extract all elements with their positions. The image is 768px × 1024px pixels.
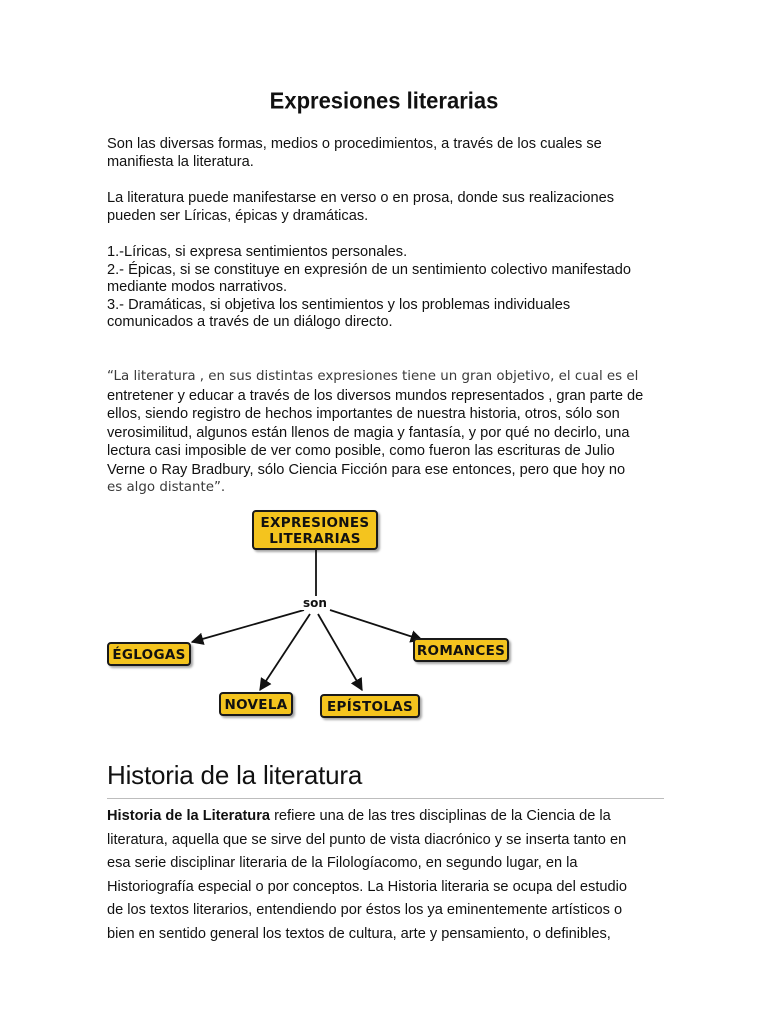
history-paragraph xyxy=(107,805,667,947)
text-line: Son las diversas formas, medios o procedimientos, a través de los cuales se xyxy=(107,136,602,152)
quote-line: “La literatura , en sus distintas expresiones tiene un gran objetivo, el cual es el xyxy=(107,369,639,384)
text-segment: refiere una de las tres disciplinas de la Ciencia de la xyxy=(270,808,611,824)
node-eglogas xyxy=(107,642,191,666)
bold-lead: Historia de la Literatura xyxy=(107,808,271,824)
arrow-to-novela xyxy=(260,614,310,690)
node-label: NOVELA xyxy=(224,697,288,713)
arrow-to-romances xyxy=(330,610,422,640)
text-line: de los textos literarios, entendiendo por éstos los ya eminentemente artísticos o xyxy=(107,902,623,919)
arrow-to-epistolas xyxy=(318,614,362,690)
node-epistolas xyxy=(320,694,420,718)
text-line: literatura, aquella que se sirve del punto de vista diacrónico y se inserta tanto en xyxy=(107,831,627,848)
text-line: bien en sentido general los textos de cultura, arte y pensamiento, o definibles, xyxy=(107,925,611,942)
genres-list xyxy=(107,244,647,332)
text-line: La literatura puede manifestarse en verso o en prosa, donde sus realizaciones xyxy=(107,190,615,206)
node-novela xyxy=(219,692,293,716)
quote-line: es algo distante”. xyxy=(107,480,226,495)
text-line: esa serie disciplinar literaria de la Filologíacomo, en segundo lugar, en la xyxy=(107,855,578,872)
section-heading: Historia de la literatura xyxy=(107,760,363,790)
quote-line: verosimilitud, algunos están llenos de magia y fantasía, y por qué no decirlo, una xyxy=(107,424,630,441)
node-label: ROMANCES xyxy=(416,643,506,659)
connector-label: son xyxy=(303,596,327,610)
text-line: manifiesta la literatura. xyxy=(107,153,254,170)
root-node-line: EXPRESIONES xyxy=(260,515,370,531)
list-item: 2.- Épicas, si se constituye en expresión de un sentimiento colectivo manifestado xyxy=(107,261,632,278)
root-node-line: LITERARIAS xyxy=(269,531,361,547)
concept-map xyxy=(0,500,768,730)
node-romances xyxy=(413,638,509,662)
page-title: Expresiones literarias xyxy=(269,87,499,114)
list-item: 1.-Líricas, si expresa sentimientos personales. xyxy=(107,244,408,260)
text-line: pueden ser Líricas, épicas y dramáticas. xyxy=(107,207,369,224)
node-label: EPÍSTOLAS xyxy=(326,699,414,715)
list-item-continuation: mediante modos narrativos. xyxy=(107,279,288,295)
quote-line: lectura casi imposible de ver como posible, como fueron las escrituras de Julio xyxy=(107,443,615,459)
quote-block xyxy=(107,368,667,498)
intro-paragraph xyxy=(107,136,647,171)
quote-line: Verne o Ray Bradbury, sólo Ciencia Ficción para ese entonces, pero que hoy no xyxy=(107,461,626,478)
text-line: Historiografía especial o por conceptos. La Historia literaria se ocupa del estudio xyxy=(107,878,627,895)
heading-divider xyxy=(107,798,664,799)
quote-line: entretener y educar a través de los diversos mundos representados , gran parte de xyxy=(107,387,644,404)
root-node xyxy=(252,510,378,550)
arrow-to-eglogas xyxy=(192,610,304,642)
verse-prose-paragraph xyxy=(107,190,647,225)
node-label: ÉGLOGAS xyxy=(112,647,186,663)
list-item-continuation: comunicados a través de un diálogo directo. xyxy=(107,314,393,330)
text-line xyxy=(107,805,667,829)
quote-line: ellos, siendo registro de hechos importantes de nuestra historia, otros, sólo son xyxy=(107,406,620,422)
list-item: 3.- Dramáticas, si objetiva los sentimientos y los problemas individuales xyxy=(107,296,571,313)
